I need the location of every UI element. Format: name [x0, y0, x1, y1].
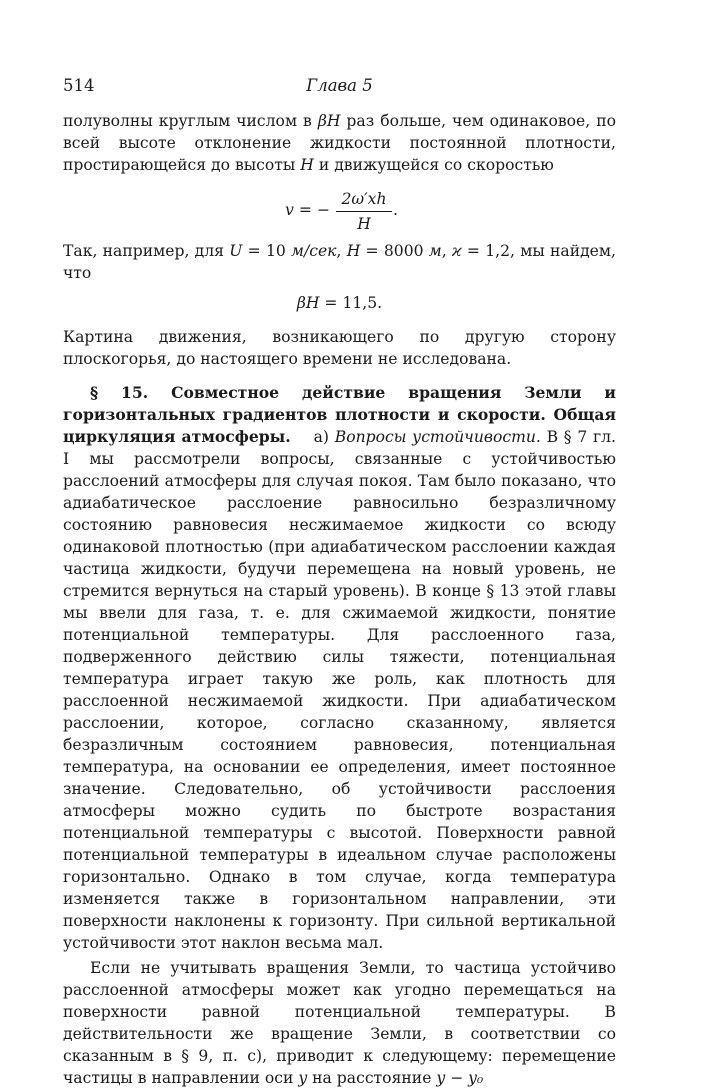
math-beta-h: βH	[296, 294, 320, 312]
math-kappa: ϰ	[451, 242, 462, 260]
text-run: = 1,2, мы найдем, что	[63, 242, 616, 282]
page	[63, 74, 616, 1089]
text-run: раз больше, чем одинаковое, по всей высоте отклонение жидкости постоянной плотности, простирающейся до высоты	[63, 112, 616, 174]
unit-m: м	[428, 242, 442, 260]
text-run: = 10	[242, 242, 292, 260]
subsection-label: а)	[313, 428, 335, 446]
math-h: H	[300, 156, 314, 174]
fraction	[336, 188, 392, 235]
text-run: = 8000	[360, 242, 429, 260]
page-header	[63, 74, 616, 100]
section-body-text: В § 7 гл. I мы рассмотрели вопросы, связанные с устойчивостью расслоений атмосферы для случая покоя. Там было показано, что адиабатическое расслоение равносильно безразличному состоянию равновесия несжимаемое жидкости со всюду одинаковой плотностью (при адиабатическом расслоении каждая частица жидкости, будучи перемещена на новый уровень, не стремится вернуться на старый уровень). В конце § 13 этой главы мы ввели для газа, т. е. для сжимаемой жидкости, понятие потенциальной температуры. Для расслоенного газа, подверженного действию силы тяжести, потенциальная температура играет такую же роль, как плотность для расслоенной несжимаемой жидкости. При адиабатическом расслоении, которое, согласно сказанному, является безразличным состоянием равновесия, потенциальная температура, на основании ее определения, имеет постоянное значение. Следовательно, об устойчивости расслоения атмосферы можно судить по быстроте возрастания потенциальной температуры с высотой. Поверхности равной потенциальной температуры в идеальном случае расположены горизонтально. Однако в том случае, когда температура изменяется также в горизонтальном направлении, эти поверхности наклонены к горизонту. При сильной вертикальной устойчивости этот наклон весьма мал.	[63, 428, 616, 952]
paragraph-3: Картина движения, возникающего по другую сторону плоскогорья, до настоящего времени не исследована.	[63, 328, 616, 368]
fraction-numerator: 2ω′xh	[336, 188, 392, 212]
math-u: U	[229, 242, 243, 260]
math-y: y	[298, 1069, 308, 1087]
text-run: Если не учитывать вращения Земли, то частица устойчиво расслоенной атмосферы может как угодно перемещаться на поверхности равной потенциальной температуры. В действительности же вращение Земли, в соответствии со сказанным в § 9, п. с), приводит к следующему: перемещение частицы в направлении оси	[63, 959, 616, 1087]
text-run: на расстояние	[307, 1069, 437, 1087]
formula-value: = 11,5.	[319, 294, 383, 312]
math-y-minus-y0: y − y₀	[436, 1069, 484, 1087]
paragraph-1	[63, 110, 616, 176]
page-body	[63, 110, 616, 1089]
fraction-denominator: H	[357, 215, 371, 233]
math-beta-h: βH	[317, 112, 341, 130]
unit-m-sec: м/сек	[291, 242, 337, 260]
text-run: и движущейся со скоростью	[313, 156, 554, 174]
subsection-title: Вопросы устойчивости.	[334, 428, 541, 446]
formula-velocity	[63, 188, 616, 232]
text-run: ,	[441, 242, 452, 260]
math-h: H	[346, 242, 361, 260]
section-heading: § 15. Совместное действие вращения Земли и горизонтальных градиентов плотности и скорости. Общая циркуляция атмосферы.	[63, 383, 616, 446]
text-run: ,	[336, 242, 347, 260]
section-paragraph	[63, 382, 616, 954]
formula-beta-h	[63, 292, 616, 314]
formula-lhs: v = −	[285, 201, 330, 219]
paragraph-2	[63, 240, 616, 284]
page-number: 514	[63, 76, 95, 95]
paragraph-4	[63, 957, 616, 1089]
chapter-title: Глава 5	[306, 76, 373, 95]
text-run: полуволны круглым числом в	[63, 112, 318, 130]
formula-period: .	[393, 201, 398, 219]
text-run: Так, например, для	[63, 242, 230, 260]
